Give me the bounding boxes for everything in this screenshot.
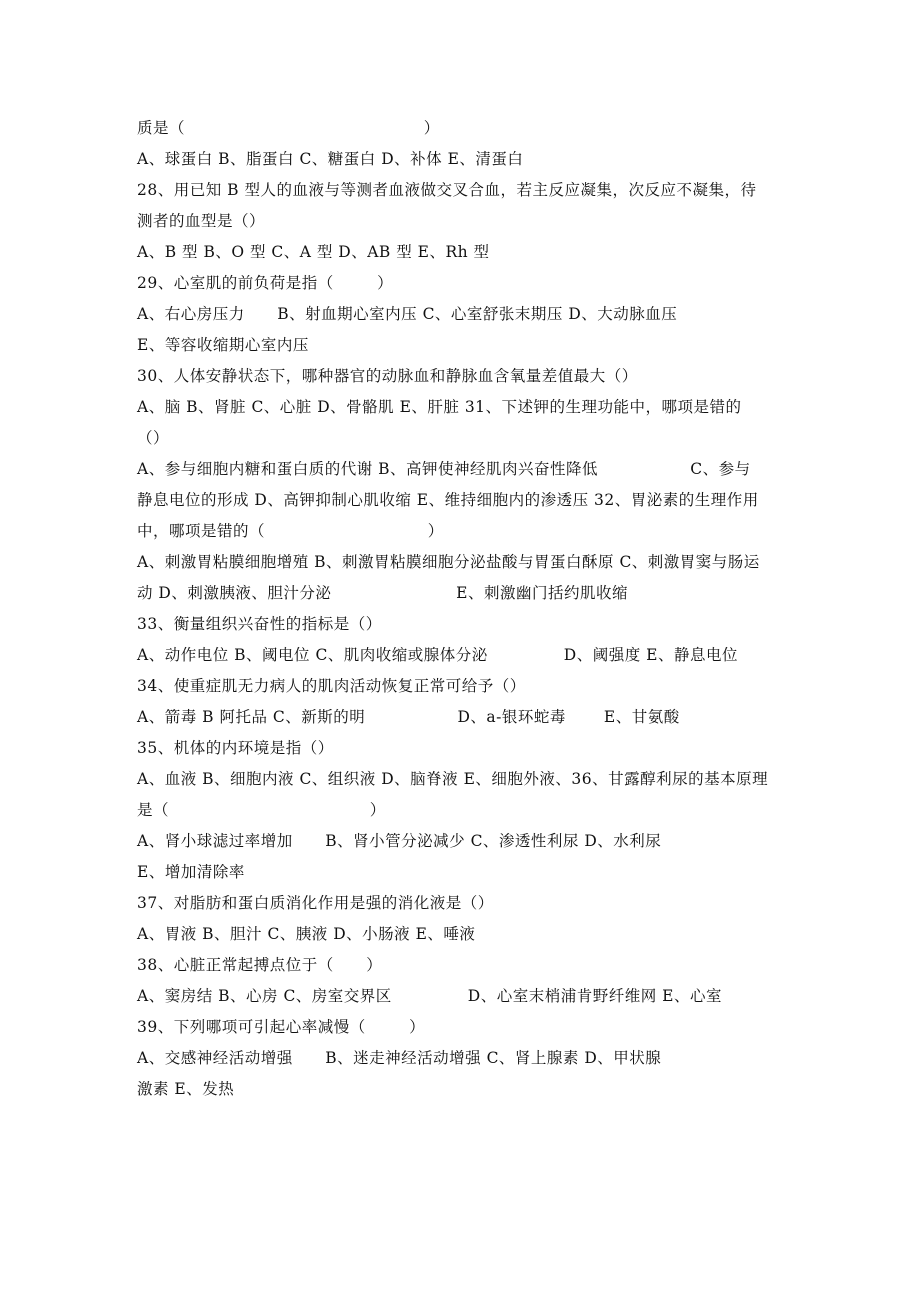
text-line: 34、使重症肌无力病人的肌肉活动恢复正常可给予（） [137, 677, 526, 695]
text-line: A、交感神经活动增强 B、迷走神经活动增强 C、肾上腺素 D、甲状腺 [137, 1049, 662, 1067]
text-line: 39、下列哪项可引起心率减慢（ ） [137, 1018, 426, 1036]
text-line: A、参与细胞内糖和蛋白质的代谢 B、高钾使神经肌肉兴奋性降低 C、参与 [137, 460, 751, 478]
text-line: A、血液 B、细胞内液 C、组织液 D、脑脊液 E、细胞外液、36、甘露醇利尿的基本原理 [137, 770, 769, 788]
text-line: 动 D、刺激胰液、胆汁分泌 E、刺激幽门括约肌收缩 [137, 584, 628, 602]
text-line: A、球蛋白 B、脂蛋白 C、糖蛋白 D、补体 E、清蛋白 [137, 150, 524, 168]
text-line: A、胃液 B、胆汁 C、胰液 D、小肠液 E、唾液 [137, 925, 476, 943]
text-line: 质是（ ） [137, 119, 440, 137]
text-line: 37、对脂肪和蛋白质消化作用是强的消化液是（） [137, 894, 494, 912]
text-line: 28、用已知 B 型人的血液与等测者血液做交叉合血，若主反应凝集，次反应不凝集，待 [137, 181, 757, 199]
text-line: A、脑 B、肾脏 C、心脏 D、骨骼肌 E、肝脏 31、下述钾的生理功能中，哪项是错的 [137, 398, 742, 416]
text-line: 是（ ） [137, 801, 386, 819]
text-line: 30、人体安静状态下，哪种器官的动脉血和静脉血含氧量差值最大（） [137, 367, 638, 385]
text-line: 中，哪项是错的（ ） [137, 522, 444, 540]
text-line: 29、心室肌的前负荷是指（ ） [137, 274, 394, 292]
text-line: A、窦房结 B、心房 C、房室交界区 D、心室末梢浦肯野纤维网 E、心室 [137, 987, 722, 1005]
text-line: E、增加清除率 [137, 863, 245, 881]
text-line: （） [137, 429, 170, 447]
text-line: 33、衡量组织兴奋性的指标是（） [137, 615, 382, 633]
text-line: 激素 E、发热 [137, 1080, 235, 1098]
text-line: 测者的血型是（） [137, 212, 266, 230]
text-line: A、B 型 B、O 型 C、A 型 D、AB 型 E、Rh 型 [137, 243, 490, 261]
text-line: A、肾小球滤过率增加 B、肾小管分泌减少 C、渗透性利尿 D、水利尿 [137, 832, 662, 850]
text-line: 静息电位的形成 D、高钾抑制心肌收缩 E、维持细胞内的渗透压 32、胃泌素的生理作用 [137, 491, 759, 509]
text-line: A、右心房压力 B、射血期心室内压 C、心室舒张末期压 D、大动脉血压 [137, 305, 678, 323]
text-line: A、刺激胃粘膜细胞增殖 B、刺激胃粘膜细胞分泌盐酸与胃蛋白酥原 C、刺激胃窦与肠运 [137, 553, 760, 571]
text-line: A、箭毒 B 阿托品 C、新斯的明 D、a-银环蛇毒 E、甘氨酸 [137, 708, 680, 726]
text-line: 38、心脏正常起搏点位于（ ） [137, 956, 383, 974]
text-line: E、等容收缩期心室内压 [137, 336, 309, 354]
text-line: A、动作电位 B、阈电位 C、肌肉收缩或腺体分泌 D、阈强度 E、静息电位 [137, 646, 738, 664]
text-line: 35、机体的内环境是指（） [137, 739, 334, 757]
